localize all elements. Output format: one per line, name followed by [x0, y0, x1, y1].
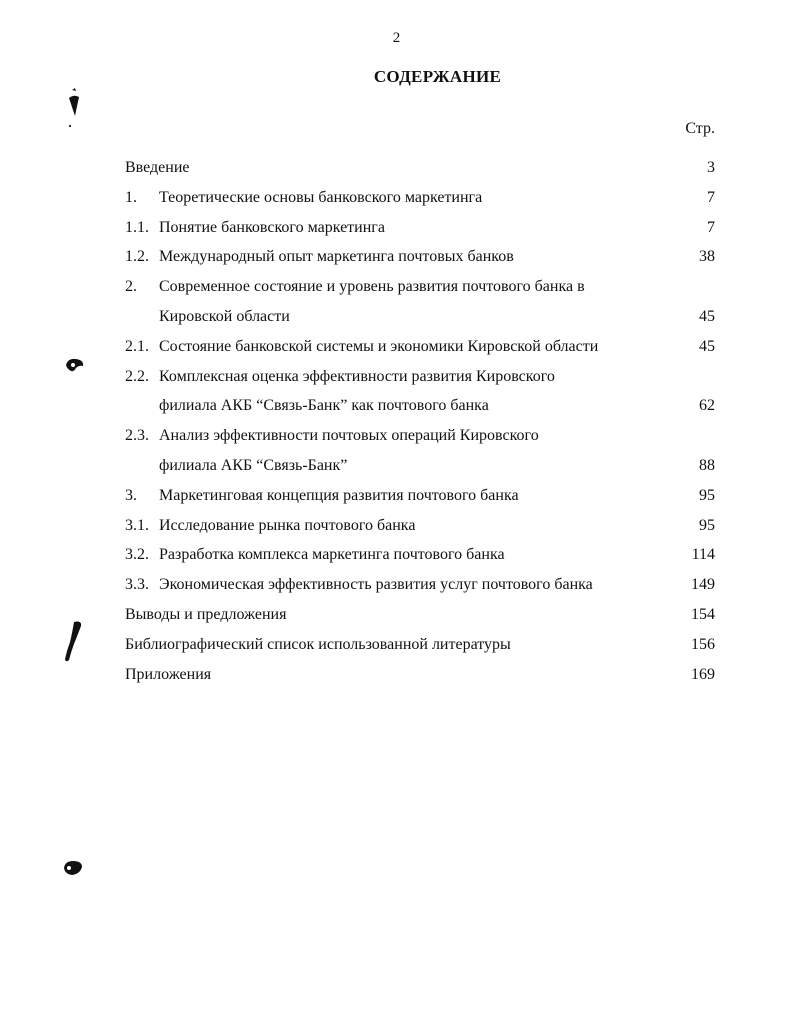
toc-entry-number: 3.2. [125, 546, 149, 564]
toc-entry-page: 45 [699, 337, 715, 355]
toc-entry-section-3-1 [125, 511, 715, 541]
toc-entry-title: Библиографический список использованной литературы [125, 635, 511, 653]
table-of-contents [125, 153, 715, 689]
toc-entry-page: 95 [699, 486, 715, 504]
toc-entry-section-2-1 [125, 332, 715, 362]
toc-entry-title: Международный опыт маркетинга почтовых банков [159, 248, 514, 266]
toc-entry-page: 62 [699, 397, 715, 415]
toc-entry-title: Комплексная оценка эффективности развития Кировского [159, 367, 555, 385]
toc-entry-page: 38 [699, 248, 715, 266]
toc-entry-section-1-2 [125, 242, 715, 272]
toc-entry-title: Экономическая эффективность развития услуг почтового банка [159, 576, 593, 594]
toc-entry-number: 1. [125, 188, 137, 206]
toc-entry-section-2-2 [125, 362, 715, 392]
toc-entry-number: 1.1. [125, 218, 149, 236]
toc-entry-page: 3 [707, 159, 715, 176]
toc-entry-page: 114 [691, 546, 715, 564]
toc-entry-chapter-3 [125, 481, 715, 511]
toc-entry-title: Анализ эффективности почтовых операций Кировского [159, 427, 539, 445]
scan-mark-bottom [62, 858, 84, 878]
toc-entry-number: 3.1. [125, 516, 149, 534]
toc-entry-title: Понятие банковского маркетинга [159, 218, 385, 236]
scan-mark-top [66, 88, 82, 132]
toc-entry-section-3-2 [125, 540, 715, 570]
toc-entry-title: Приложения [125, 665, 212, 683]
toc-entry-page: 169 [691, 665, 715, 683]
page-title: СОДЕРЖАНИЕ [373, 67, 502, 86]
toc-entry-section-2-3 [125, 421, 715, 451]
page-number: 2 [392, 30, 401, 46]
toc-entry-appendices [125, 660, 715, 690]
toc-entry-title: Выводы и предложения [125, 605, 287, 623]
toc-entry-page: 95 [699, 516, 715, 534]
toc-entry-number: 3.3. [125, 576, 149, 594]
toc-entry-number: 1.2. [125, 248, 149, 266]
toc-entry-number: 3. [125, 486, 137, 504]
toc-entry-title: Кировской области [159, 307, 290, 325]
toc-entry-number: 2. [125, 278, 137, 296]
toc-entry-page: 156 [691, 635, 715, 653]
toc-entry-title: Современное состояние и уровень развития почтового банка в [159, 278, 585, 296]
toc-entry-title: Разработка комплекса маркетинга почтового банка [159, 546, 505, 564]
toc-entry-number: 2.1. [125, 337, 149, 355]
toc-entry-chapter-2 [125, 272, 715, 302]
scan-mark-middle [64, 356, 86, 374]
toc-entry-page: 88 [699, 456, 715, 474]
toc-entry-intro [125, 153, 715, 183]
scan-mark-slash [60, 620, 86, 664]
toc-entry-number: 2.2. [125, 367, 149, 385]
toc-entry-bibliography [125, 630, 715, 660]
toc-entry-chapter-2-cont [125, 302, 715, 332]
toc-entry-page: 7 [707, 188, 715, 206]
page-column-label: Стр. [685, 120, 715, 137]
toc-entry-section-1-1 [125, 213, 715, 243]
toc-entry-page: 149 [691, 576, 715, 594]
toc-entry-section-3-3 [125, 570, 715, 600]
toc-entry-title: Маркетинговая концепция развития почтового банка [159, 486, 519, 504]
toc-entry-page: 45 [699, 307, 715, 325]
toc-entry-section-2-3-cont [125, 451, 715, 481]
toc-entry-conclusions [125, 600, 715, 630]
toc-entry-page: 154 [691, 605, 715, 623]
toc-entry-chapter-1 [125, 183, 715, 213]
toc-entry-number: 2.3. [125, 427, 149, 445]
toc-entry-title: Исследование рынка почтового банка [159, 516, 416, 534]
toc-entry-title: Состояние банковской системы и экономики Кировской области [159, 337, 599, 355]
toc-entry-title: филиала АКБ “Связь-Банк” как почтового банка [159, 397, 489, 415]
toc-entry-title: филиала АКБ “Связь-Банк” [159, 456, 348, 474]
toc-entry-page: 7 [707, 218, 715, 236]
toc-entry-title: Теоретические основы банковского маркетинга [159, 188, 483, 206]
toc-entry-title: Введение [125, 159, 190, 176]
toc-entry-section-2-2-cont [125, 391, 715, 421]
